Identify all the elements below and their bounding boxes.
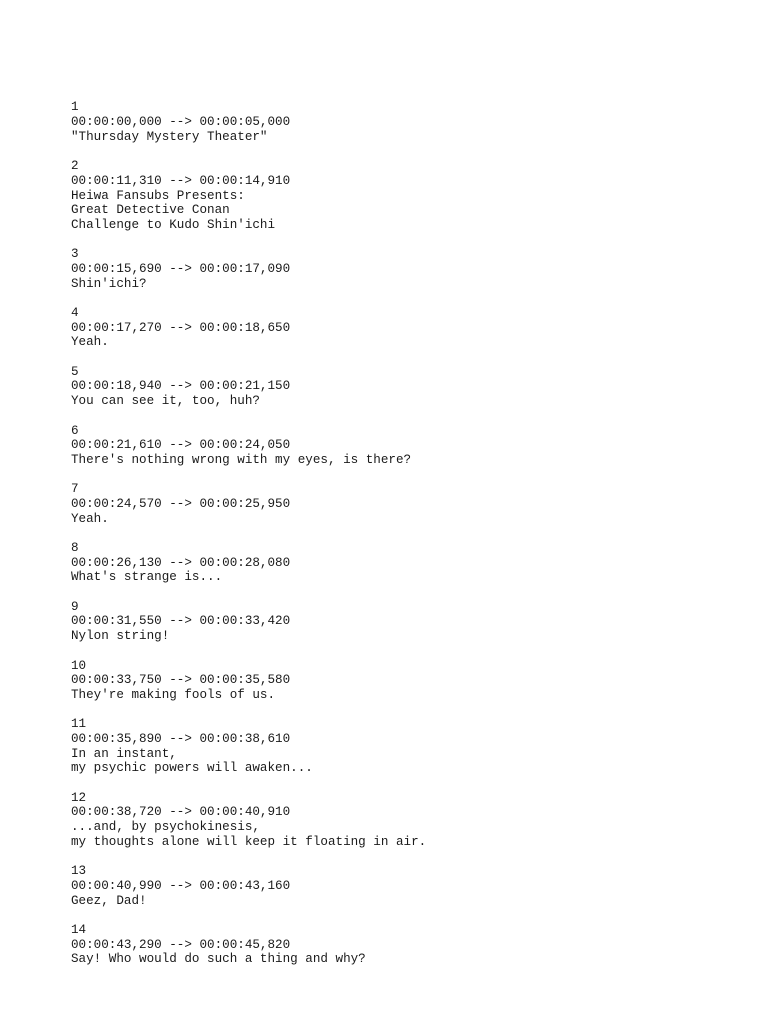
cue-timecode: 00:00:11,310 --> 00:00:14,910 — [71, 173, 291, 188]
cue-text-line: Geez, Dad! — [71, 893, 147, 908]
cue-index: 1 — [71, 100, 79, 115]
subtitle-cue — [71, 717, 731, 776]
cue-text-line: Yeah. — [71, 511, 109, 526]
cue-timecode: 00:00:24,570 --> 00:00:25,950 — [71, 496, 291, 511]
cue-text-line: There's nothing wrong with my eyes, is there? — [71, 452, 412, 467]
cue-text-line: my psychic powers will awaken... — [71, 761, 313, 776]
subtitle-cue — [71, 100, 731, 144]
cue-index: 10 — [71, 658, 87, 673]
cue-text-line: Shin'ichi? — [71, 276, 147, 291]
subtitle-document — [71, 71, 731, 996]
cue-index: 12 — [71, 790, 87, 805]
cue-text-line: Nylon string! — [71, 629, 170, 644]
cue-index: 5 — [71, 364, 79, 379]
cue-text-line: Say! Who would do such a thing and why? — [71, 952, 366, 967]
cue-timecode: 00:00:21,610 --> 00:00:24,050 — [71, 438, 291, 453]
subtitle-cue — [71, 864, 731, 908]
subtitle-cue — [71, 159, 731, 232]
subtitle-cue — [71, 247, 731, 291]
cue-text-line: Challenge to Kudo Shin'ichi — [71, 217, 276, 232]
subtitle-cue — [71, 541, 731, 585]
subtitle-cue — [71, 424, 731, 468]
cue-index: 6 — [71, 423, 79, 438]
cue-index: 8 — [71, 541, 79, 556]
cue-timecode: 00:00:40,990 --> 00:00:43,160 — [71, 878, 291, 893]
cue-index: 14 — [71, 922, 87, 937]
cue-text-line: ...and, by psychokinesis, — [71, 820, 260, 835]
cue-index: 7 — [71, 482, 79, 497]
cue-index: 2 — [71, 159, 79, 174]
cue-index: 9 — [71, 599, 79, 614]
subtitle-cue — [71, 306, 731, 350]
cue-timecode: 00:00:26,130 --> 00:00:28,080 — [71, 555, 291, 570]
cue-text-line: In an instant, — [71, 746, 177, 761]
cue-text-line: Great Detective Conan — [71, 203, 230, 218]
cue-text-line: You can see it, too, huh? — [71, 394, 260, 409]
cue-index: 13 — [71, 864, 87, 879]
cue-timecode: 00:00:43,290 --> 00:00:45,820 — [71, 937, 291, 952]
cue-timecode: 00:00:33,750 --> 00:00:35,580 — [71, 673, 291, 688]
subtitle-cue — [71, 923, 731, 967]
cue-index: 3 — [71, 247, 79, 262]
cue-text-line: Heiwa Fansubs Presents: — [71, 188, 245, 203]
subtitle-cue — [71, 659, 731, 703]
cue-text-line: Yeah. — [71, 335, 109, 350]
subtitle-cue — [71, 482, 731, 526]
cue-index: 4 — [71, 306, 79, 321]
cue-text-line: What's strange is... — [71, 570, 223, 585]
cue-timecode: 00:00:31,550 --> 00:00:33,420 — [71, 614, 291, 629]
cue-index: 11 — [71, 717, 87, 732]
cue-timecode: 00:00:18,940 --> 00:00:21,150 — [71, 379, 291, 394]
subtitle-cue — [71, 365, 731, 409]
subtitle-cue — [71, 791, 731, 850]
cue-timecode: 00:00:35,890 --> 00:00:38,610 — [71, 731, 291, 746]
cue-timecode: 00:00:17,270 --> 00:00:18,650 — [71, 320, 291, 335]
subtitle-list — [71, 100, 731, 967]
cue-timecode: 00:00:15,690 --> 00:00:17,090 — [71, 261, 291, 276]
cue-timecode: 00:00:38,720 --> 00:00:40,910 — [71, 805, 291, 820]
cue-text-line: my thoughts alone will keep it floating in air. — [71, 834, 427, 849]
subtitle-cue — [71, 600, 731, 644]
cue-text-line: They're making fools of us. — [71, 687, 276, 702]
cue-text-line: "Thursday Mystery Theater" — [71, 129, 268, 144]
cue-timecode: 00:00:00,000 --> 00:00:05,000 — [71, 115, 291, 130]
